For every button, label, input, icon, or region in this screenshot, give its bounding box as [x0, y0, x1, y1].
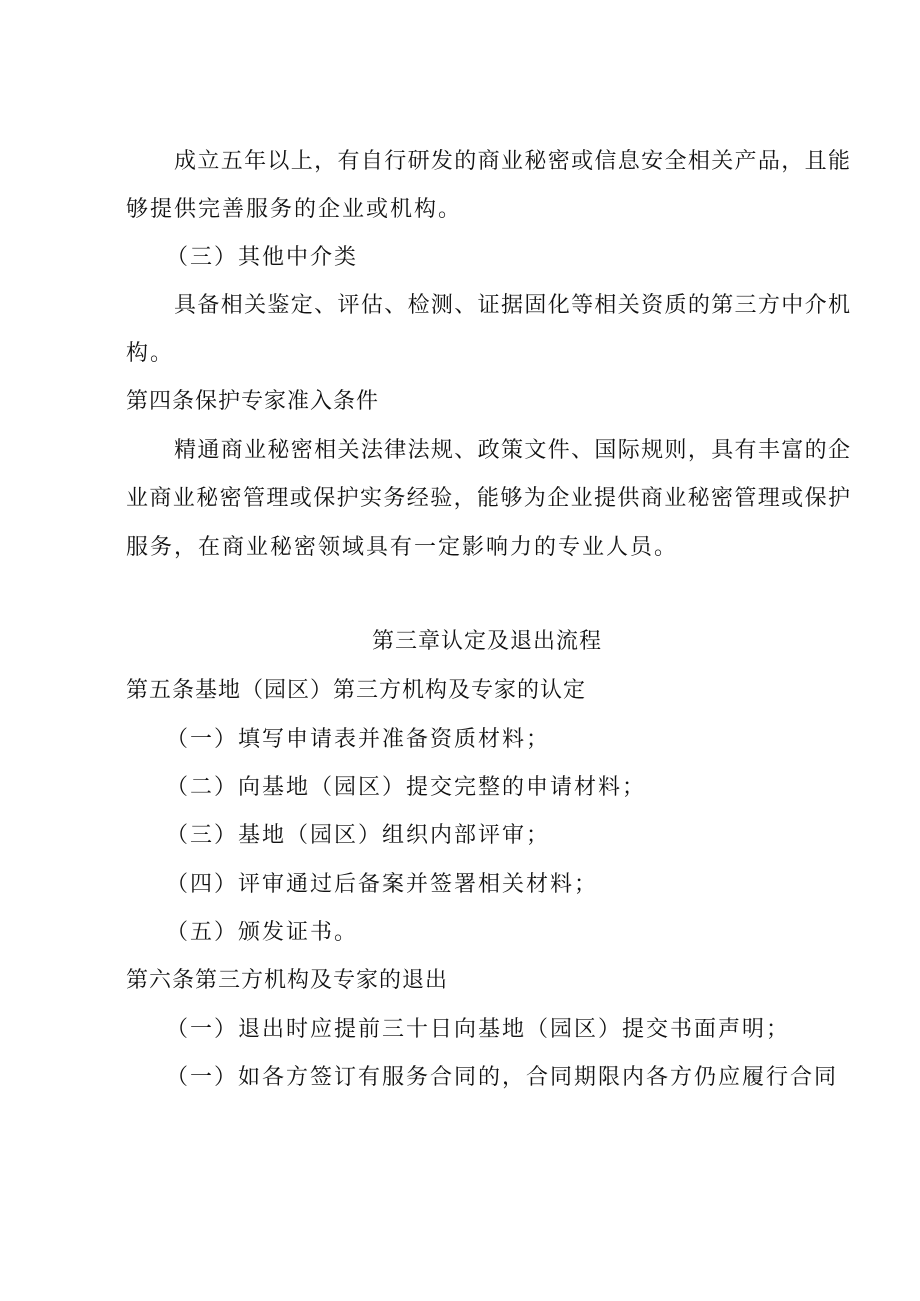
article-heading: 第五条基地（园区）第三方机构及专家的认定: [126, 678, 587, 703]
list-item: （一）退出时应提前三十日向基地（园区）提交书面声明；: [166, 1017, 791, 1042]
paragraph-line: 成立五年以上，有自行研发的商业秘密或信息安全相关产品，且能: [174, 149, 850, 174]
list-item: （二）向基地（园区）提交完整的申请材料；: [166, 775, 647, 800]
paragraph-line: 构。: [126, 341, 175, 366]
paragraph-line: 精通商业秘密相关法律法规、政策文件、国际规则，具有丰富的企: [174, 438, 850, 463]
list-item: （一）如各方签订有服务合同的，合同期限内各方仍应履行合同: [166, 1065, 839, 1090]
article-heading: 第四条保护专家准入条件: [126, 389, 380, 414]
list-item: （一）填写申请表并准备资质材料；: [166, 727, 551, 752]
paragraph-line: 具备相关鉴定、评估、检测、证据固化等相关资质的第三方中介机: [174, 293, 850, 318]
list-item: （三）基地（园区）组织内部评审；: [166, 823, 551, 848]
list-item: （四）评审通过后备案并签署相关材料；: [166, 872, 599, 897]
list-item: （五）颁发证书。: [166, 920, 359, 945]
paragraph-line: 够提供完善服务的企业或机构。: [126, 197, 463, 222]
list-item-heading: （三）其他中介类: [166, 245, 359, 270]
article-heading: 第六条第三方机构及专家的退出: [126, 968, 449, 993]
paragraph-line: 业商业秘密管理或保护实务经验，能够为企业提供商业秘密管理或保护: [126, 486, 850, 511]
chapter-title: 第三章认定及退出流程: [372, 629, 603, 654]
paragraph-line: 服务，在商业秘密领域具有一定影响力的专业人员。: [126, 535, 679, 560]
